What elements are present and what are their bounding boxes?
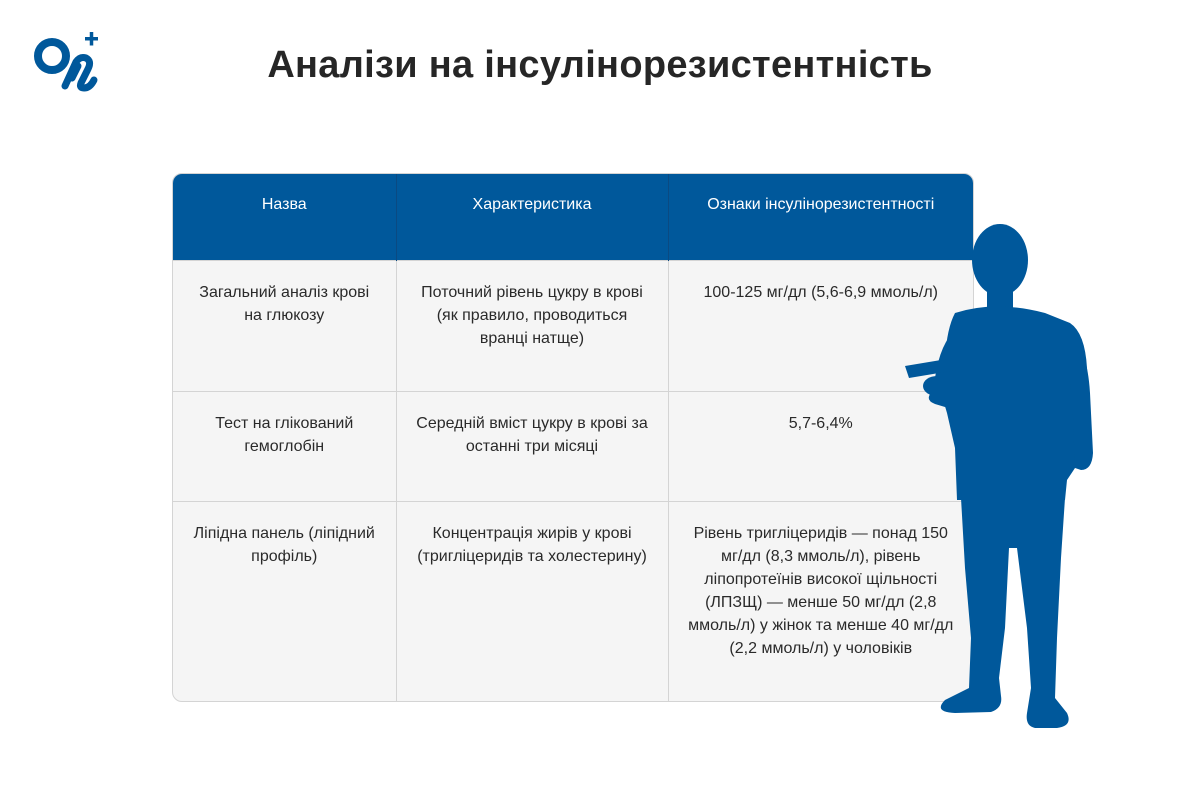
table-cell: 100-125 мг/дл (5,6-6,9 ммоль/л) xyxy=(668,260,973,391)
table-cell: Тест на глікований гемоглобін xyxy=(173,391,396,501)
column-header-characteristic: Характеристика xyxy=(396,174,668,260)
table-header-row xyxy=(173,174,973,260)
table-cell: Загальний аналіз крові на глюкозу xyxy=(173,260,396,391)
table-cell: 5,7-6,4% xyxy=(668,391,973,501)
table-cell: Середній вміст цукру в крові за останні три місяці xyxy=(396,391,668,501)
table-row xyxy=(173,260,973,391)
table-cell: Рівень тригліцеридів — понад 150 мг/дл (8,3 ммоль/л), рівень ліпопротеїнів високої щільності (ЛПЗЩ) — менше 50 мг/дл (2,8 ммоль/л) у жінок та менше 40 мг/дл (2,2 ммоль/л) у чоловіків xyxy=(668,501,973,701)
column-header-name: Назва xyxy=(173,174,396,260)
page-title: Аналізи на інсулінорезистентність xyxy=(267,44,933,86)
insulin-resistance-table xyxy=(172,173,974,702)
doctor-silhouette-icon xyxy=(895,218,1095,733)
column-header-signs: Ознаки інсулінорезистентності xyxy=(668,174,973,260)
table-row xyxy=(173,391,973,501)
table-cell: Поточний рівень цукру в крові (як правило, проводиться вранці натще) xyxy=(396,260,668,391)
table-row xyxy=(173,501,973,701)
table-cell: Ліпідна панель (ліпідний профіль) xyxy=(173,501,396,701)
table-cell: Концентрація жирів у крові (тригліцеридів та холестерину) xyxy=(396,501,668,701)
